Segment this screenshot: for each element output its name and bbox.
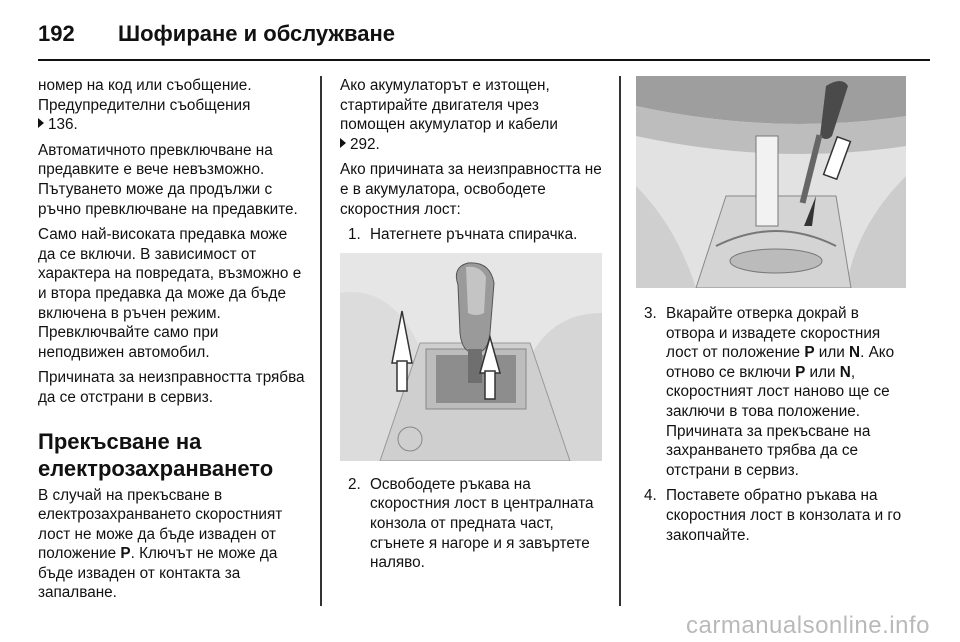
gear-label: P [795, 363, 806, 381]
step-number: 1. [348, 226, 361, 244]
step-number: 3. [644, 305, 657, 322]
page-reference[interactable]: 292. [350, 135, 380, 153]
list-item [348, 475, 602, 573]
text-run: . Ключът не може да бъде изваден от контакта за запалване. [38, 545, 278, 602]
text-run: Ако акумулаторът е изтощен, стартирайте двигателя чрез помощен акумулатор и кабели [340, 77, 558, 134]
step-text [666, 304, 906, 480]
page-reference-icon [38, 118, 44, 128]
column-middle [340, 76, 602, 573]
list-item [348, 225, 602, 245]
page-header [38, 14, 395, 54]
text-run: или [805, 363, 840, 381]
column-divider [320, 76, 322, 606]
list-item [644, 304, 906, 480]
text-run: В случай на прекъсване в електрозахранването скоростният лост не може да бъде изваден от положение [38, 486, 283, 563]
steps-list-b [348, 475, 602, 573]
page-number: 192 [38, 21, 75, 46]
list-item [644, 486, 906, 545]
gear-label: P [804, 344, 815, 362]
gear-label: N [839, 363, 851, 381]
paragraph-2: Автоматичното превключване на предавките е вече невъзможно. Пътуването може да продължи с ръчно превключване на предавките. [38, 141, 298, 218]
step-text: Натегнете ръчната спирачка. [370, 226, 578, 244]
step-number: 2. [348, 475, 361, 493]
paragraph-4: Причината за неизправността трябва да се отстрани в сервиз. [38, 369, 305, 406]
gear-lever-illustration [340, 253, 602, 461]
text-run: , скоростният лост наново ще се заключи в това положение. Причината за прекъсване на захранването трябва да се отстрани в сервиз. [666, 363, 890, 479]
column-right [636, 76, 906, 545]
paragraph-release: Ако причината за неизправността не е в акумулатора, освободете скоростния лост: [340, 161, 602, 218]
step-text: Поставете обратно ръкава на скоростния лост в конзолата и го закопчайте. [666, 487, 902, 544]
steps-list-c [644, 304, 906, 545]
page-reference[interactable]: 136. [48, 116, 78, 134]
text-line: номер на код или съобщение. [38, 77, 252, 94]
page-title: Шофиране и обслужване [118, 21, 396, 46]
section-heading: Прекъсване на електрозахранването [38, 428, 274, 481]
paragraph-1 [38, 76, 308, 135]
screwdriver-image [636, 76, 906, 288]
paragraph-3: Само най-високата предавка може да се включи. В зависимост от характера на повредата, възможно е и втора предавка да може да бъде включена в ръчен режим. Превключвайте само при неподвижен автомобил. [38, 226, 302, 361]
column-left [38, 76, 308, 609]
watermark: carmanualsonline.info [686, 612, 930, 639]
text-line: Предупредителни съобщения [38, 96, 251, 114]
steps-list-a [348, 225, 602, 245]
gear-label: N [849, 344, 861, 362]
step-number: 4. [644, 487, 657, 505]
header-rule [38, 59, 930, 61]
gear-lever-image [340, 253, 602, 461]
step-text: Освободете ръкава на скоростния лост в централната конзола от предната част, сгънете я нагоре и я завъртете наляво. [370, 475, 594, 572]
paragraph-5 [38, 486, 308, 604]
text-run: или [814, 344, 850, 362]
gear-label: P [120, 545, 131, 563]
paragraph-battery [340, 76, 602, 154]
text-run: Вкарайте отверка докрай в отвора и извадете скоростния лост от положение [666, 305, 881, 362]
page-reference-icon [340, 138, 346, 148]
text-run: . Ако отново се включи [666, 344, 895, 381]
screwdriver-illustration [636, 76, 906, 288]
column-divider [619, 76, 621, 606]
